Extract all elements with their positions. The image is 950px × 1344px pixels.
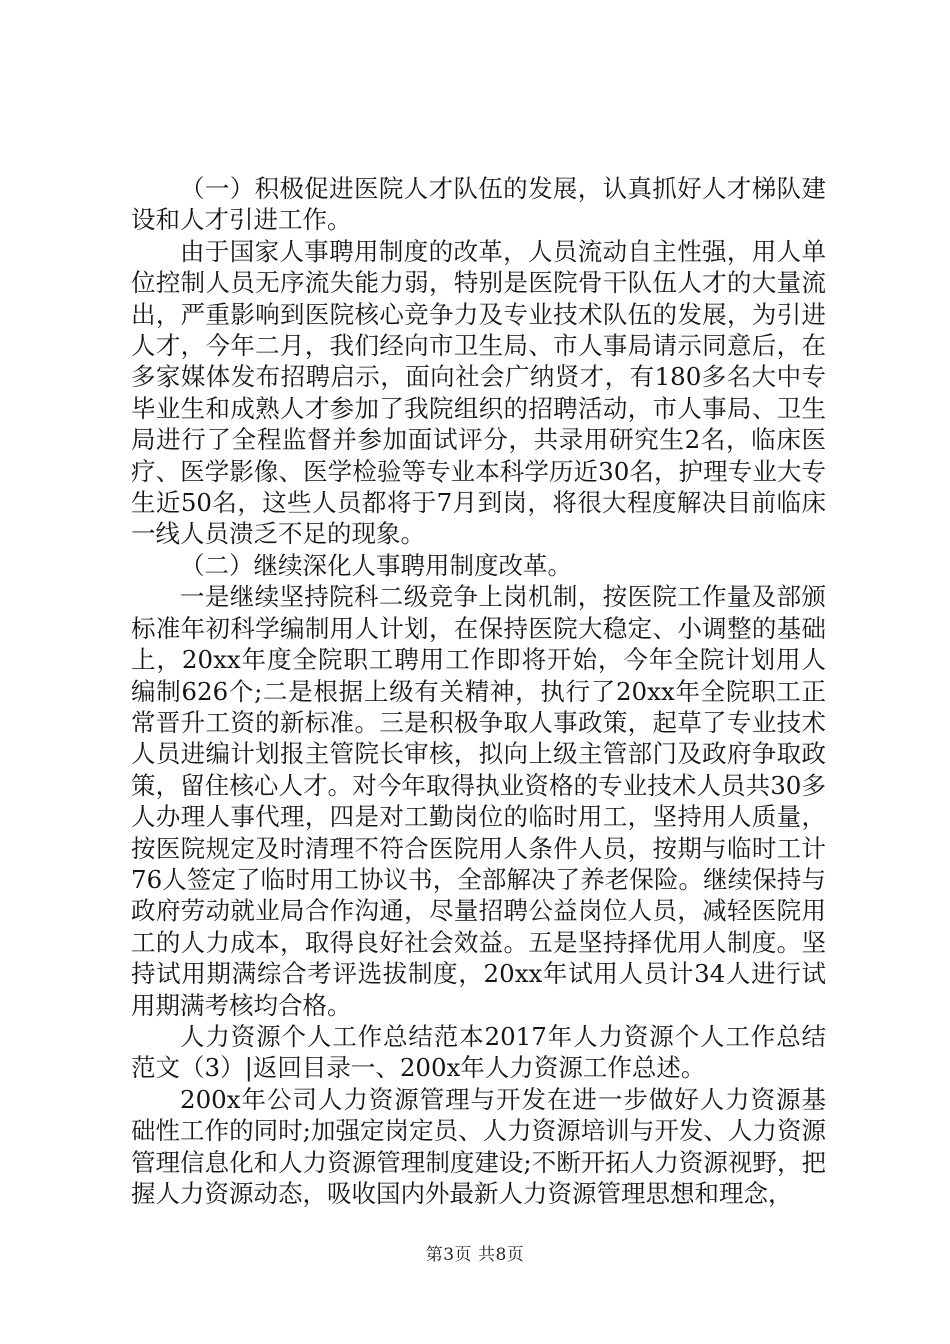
paragraph-section-one-heading: （一）积极促进医院人才队伍的发展，认真抓好人才梯队建设和人才引进工作。 (131, 174, 826, 235)
page-footer: 第3页 共8页 (425, 1245, 525, 1265)
paragraph-summary-title: 人力资源个人工作总结范本2017年人力资源个人工作总结范文（3）|返回目录一、200x年人力资源工作总述。 (131, 1021, 826, 1083)
paragraph-hr-overview: 200x年公司人力资源管理与开发在进一步做好人力资源基础性工作的同时;加强定岗定员、人力资源培训与开发、人力资源管理信息化和人力资源管理制度建设;不断开拓人力资源视野，把握人力资源动态，吸收国内外最新人力资源管理思想和理念， (131, 1084, 826, 1208)
paragraph-section-two-heading: （二）继续深化人事聘用制度改革。 (180, 550, 572, 580)
paragraph-talent-recruitment: 由于国家人事聘用制度的改革，人员流动自主性强，用人单位控制人员无序流失能力弱，特别是医院骨干队伍人才的大量流出，严重影响到医院核心竞争力及专业技术队伍的发展，为引进人才，今年二月，我们经向市卫生局、市人事局请示同意后，在多家媒体发布招聘启示，面向社会广纳贤才，有180多名大中专毕业生和成熟人才参加了我院组织的招聘活动，市人事局、卫生局进行了全程监督并参加面试评分，共录用研究生2名，临床医疗、医学影像、医学检验等专业本科学历近30名，护理专业大专生近50名，这些人员都将于7月到岗，将很大程度解决目前临床一线人员溃乏不足的现象。 (131, 236, 826, 549)
paragraph-hiring-reform: 一是继续坚持院科二级竞争上岗机制，按医院工作量及部颁标准年初科学编制用人计划，在保持医院大稳定、小调整的基础上，20xx年度全院职工聘用工作即将开始，今年全院计划用人编制626个;二是根据上级有关精神，执行了20xx年全院职工正常晋升工资的新标准。三是积极争取人事政策，起草了专业技术人员进编计划报主管院长审核，拟向上级主管部门及政府争取政策，留住核心人才。对今年取得执业资格的专业技术人员共30多人办理人事代理，四是对工勤岗位的临时用工，坚持用人质量，按医院规定及时清理不符合医院用人条件人员，按期与临时工计76人签定了临时用工协议书，全部解决了养老保险。继续保持与政府劳动就业局合作沟通，尽量招聘公益岗位人员，减轻医院用工的人力成本，取得良好社会效益。五是坚持择优用人制度。坚持试用期满综合考评选拔制度，20xx年试用人员计34人进行试用期满考核均合格。 (131, 582, 826, 1020)
document-body (131, 173, 826, 1209)
